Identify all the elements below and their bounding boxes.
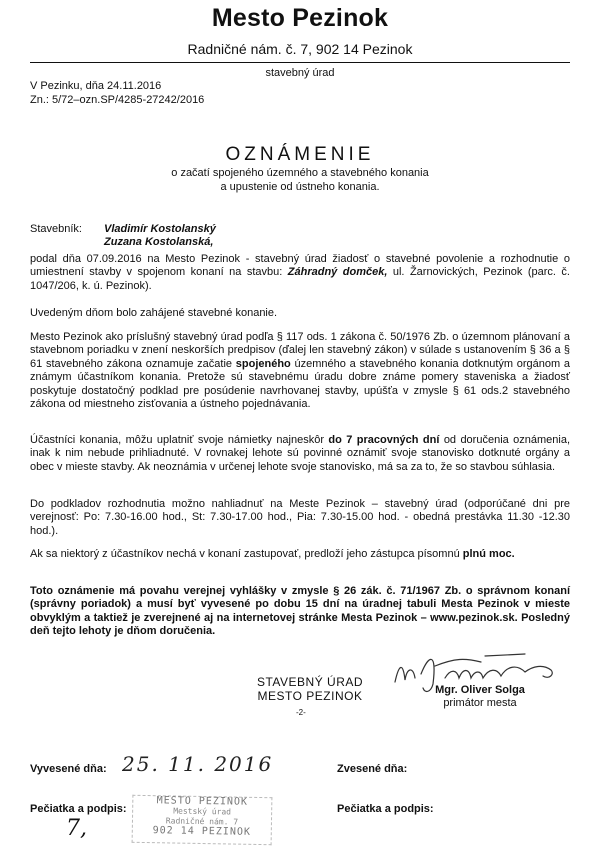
mayor-block bbox=[400, 684, 560, 710]
builder-label: Stavebník: bbox=[30, 223, 82, 235]
document-title: Mesto Pezinok bbox=[211, 4, 389, 32]
paragraph-authority: Mesto Pezinok ako príslušný stavebný úrad podľa § 117 ods. 1 zákona č. 50/1976 Zb. o územnom plánovaní a stavebnom poriadku v znení neskorších predpisov (ďalej len stavebný zákon) v súlade s ustanovením § 36 a § 61 stavebného zákona oznamuje začatie spojeného územného a stavebného konania dotknutým orgánom a známym účastníkom konania. Pretože sú stavebnému úradu dobre známe pomery staveniska a žiadosť poskytuje dostatočný podklad pre posúdenie navrhovanej stavby, upúšťa v zmysle § 61 ods.2 stavebného zákona od miestneho zisťovania a ústneho pojednávania. bbox=[30, 331, 571, 411]
removed-label: Zvesené dňa: bbox=[337, 763, 408, 775]
mayor-role: primátor mesta bbox=[443, 697, 517, 709]
builder-name-2: Zuzana Kostolanská, bbox=[104, 236, 214, 248]
handwritten-mark: 7, bbox=[66, 816, 87, 841]
office-address: Radničné nám. č. 7, 902 14 Pezinok bbox=[187, 41, 413, 57]
mayor-name: Mgr. Oliver Solga bbox=[435, 684, 525, 696]
builder-names bbox=[104, 223, 216, 249]
page-number: -2- bbox=[296, 708, 306, 717]
paragraph-request: podal dňa 07.09.2016 na Mesto Pezinok - stavebný úrad žiadosť o stavebné povolenie a rozhodnutie o umiestnení stavby v spojenom konaní na stavbu: Záhradný domček, ul. Žarnovických, Pezinok (parc. č. 1047/206, k. ú. Pezinok). bbox=[30, 253, 570, 292]
reference-number: Zn.: 5/72–ozn.SP/4285-27242/2016 bbox=[30, 94, 205, 106]
paragraph-public-notice: Toto oznámenie má povahu verejnej vyhlášky v zmysle § 26 zák. č. 71/1967 Zb. o správnom konaní (správny poriadok) a musí byť vyvesené po dobu 15 dní na úradnej tabuli Mesta Pezinok v mieste obvyklým a taktiež je zverejnené aj na internetovej stránke Mesta Pezinok – www.pezinok.sk. Posledný deň tejto lehoty je dňom doručenia. bbox=[30, 585, 570, 638]
notice-subtitle-1: o začatí spojeného územného a stavebného konania bbox=[171, 167, 429, 179]
header-divider bbox=[30, 62, 570, 63]
paragraph-office-hours: Do podkladov rozhodnutia možno nahliadnuť na Meste Pezinok – stavebný úrad (odporúčané dni pre verejnosť: Po: 7.30-16.00 hod., St: 7.30-17.00 hod., Pia: 7.30-15.00 hod. - obedná prestávka 11.30 -12.30 hod.). bbox=[30, 498, 570, 537]
notice-subtitle-2: a upustenie od ústneho konania. bbox=[220, 181, 380, 193]
place-date: V Pezinku, dňa 24.11.2016 bbox=[30, 80, 162, 92]
office-name: stavebný úrad bbox=[265, 67, 335, 79]
paragraph-objections: Účastníci konania, môžu uplatniť svoje námietky najneskôr do 7 pracovných dní od doručenia oznámenia, inak k nim nebude prihliadnuté. V rovnakej lehote sú povinné oznámiť svoje stanovisko dotknuté orgány a obec v mieste stavby. Ak neoznámia v určenej lehote svoje stanovisko, má sa za to, že so stavbou súhlasia. bbox=[30, 434, 571, 473]
paragraph-start: Uvedeným dňom bolo zahájené stavebné konanie. bbox=[30, 307, 278, 319]
office-stamp: STAVEBNÝ ÚRAD MESTO PEZINOK bbox=[256, 675, 364, 703]
posted-label: Vyvesené dňa: bbox=[30, 763, 107, 775]
building-name: Záhradný domček, bbox=[287, 266, 388, 279]
stamp-label-left: Pečiatka a podpis: bbox=[30, 803, 127, 815]
builder-name-1: Vladimír Kostolanský bbox=[104, 223, 216, 235]
paragraph-representation: Ak sa niektorý z účastníkov nechá v konaní zastupovať, predloží jeho zástupca písomnú plnú moc. bbox=[30, 548, 515, 560]
municipal-stamp: MESTO PEZINOK Mestský úrad Radničné nám. 7 902 14 PEZINOK bbox=[132, 795, 273, 845]
posted-date-handwritten: 25. 11. 2016 bbox=[122, 752, 274, 776]
stamp-label-right: Pečiatka a podpis: bbox=[337, 803, 434, 815]
notice-heading: OZNÁMENIE bbox=[225, 144, 375, 165]
